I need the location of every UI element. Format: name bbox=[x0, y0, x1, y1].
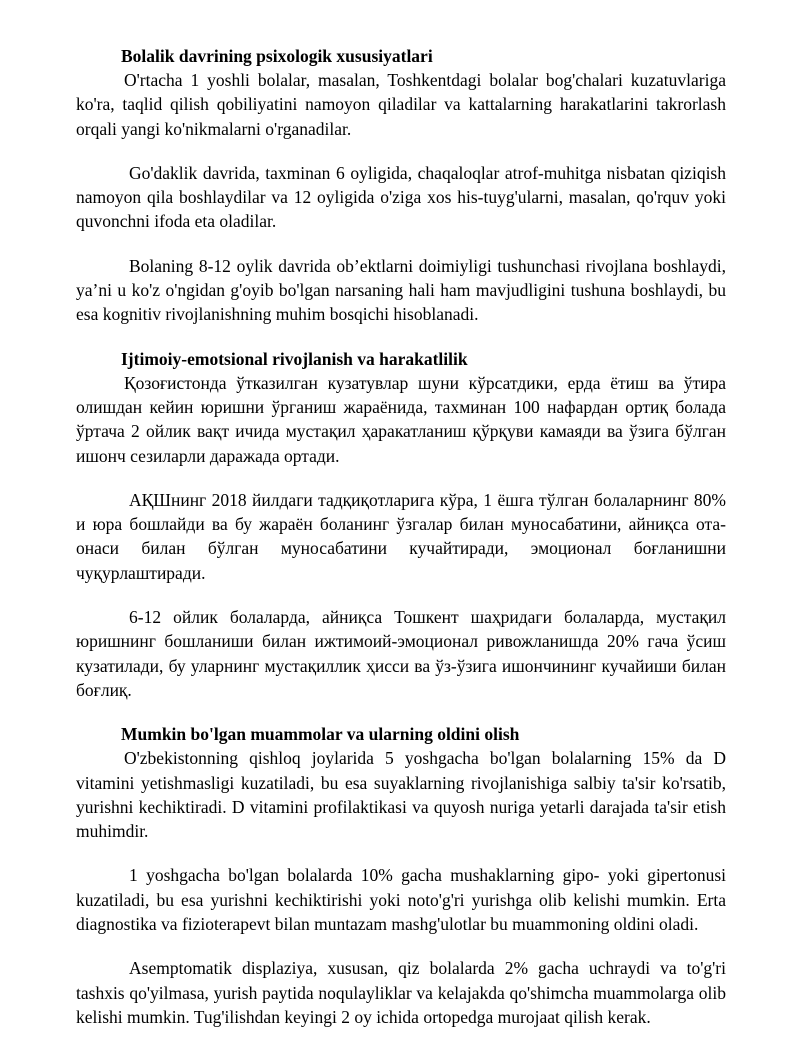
section-social-emotional bbox=[76, 347, 726, 703]
paragraph: O'rtacha 1 yoshli bolalar, masalan, Toshkentdagi bolalar bog'chalari kuzatuvlariga ko'ra, taqlid qilish qobiliyatini namoyon qiladilar va kattalarning harakatlarini takrorlash orqali yangi ko'nikmalarni o'rganadilar. bbox=[76, 70, 726, 139]
paragraph: Go'daklik davrida, taxminan 6 oyligida, chaqaloqlar atrof-muhitga nisbatan qiziqish namoyon qila boshlaydilar va 12 oyligida o'ziga xos his-tuyg'ularni, masalan, qo'rquv yoki quvonchni ifoda eta oladilar. bbox=[76, 162, 726, 232]
section-heading: Bolalik davrining psixologik xususiyatlari bbox=[121, 46, 433, 66]
paragraph: 1 yoshgacha bo'lgan bolalarda 10% gacha mushaklarning gipo- yoki gipertonusi kuzatiladi, bu esa yurishni kechiktirishi yoki noto'g'ri yurishga olib kelishi mumkin. Erta diagnostika va fizioterapevt bilan muntazam mashg'ulotlar bu muammoning oldini oladi. bbox=[76, 865, 726, 935]
section-problems-prevention bbox=[76, 722, 726, 1029]
paragraph: O'zbekistonning qishloq joylarida 5 yoshgacha bo'lgan bolalarning 15% da D vitamini yetishmasligi kuzatiladi, bu esa suyaklarning rivojlanishiga salbiy ta'sir ko'rsatib, yurishni kechiktiradi. D vitamini profilaktikasi va quyosh nuriga yetarli darajada ta'sir etish muhimdir. bbox=[76, 748, 726, 842]
document-page bbox=[76, 40, 726, 1049]
section-child-psychology bbox=[76, 44, 726, 327]
paragraph: Bolaning 8-12 oylik davrida ob’ektlarni doimiyligi tushunchasi rivojlana boshlaydi, ya’ni u ko'z o'ngidan g'oyib bo'lgan narsaning hali ham mavjudligini tushuna boshlaydi, bu esa kognitiv rivojlanishning muhim bosqichi hisoblanadi. bbox=[76, 255, 726, 325]
section-heading: Ijtimoiy-emotsional rivojlanish va harakatlilik bbox=[121, 348, 468, 369]
paragraph: 6-12 ойлик болаларда, айниқса Тошкент шаҳридаги болаларда, мустақил юришнинг бошланиши билан ижтимоий-эмоционал ривожланишда 20% гача ўсиш кузатилади, бу уларнинг мустақиллик ҳисси ва ўз-ўзига ишончининг кучайиши билан боғлиқ. bbox=[76, 607, 726, 700]
paragraph: Asemptomatik displaziya, xususan, qiz bolalarda 2% gacha uchraydi va to'g'ri tashxis qo'yilmasa, yurish paytida noqulayliklar va kelajakda qo'shimcha muammolarga olib kelishi mumkin. Tug'ilishdan keyingi 2 oy ichida ortopedga murojaat qilish kerak. bbox=[76, 958, 726, 1027]
section-heading: Mumkin bo'lgan muammolar va ularning oldini olish bbox=[121, 724, 520, 745]
paragraph: АҚШнинг 2018 йилдаги тадқиқотларига кўра, 1 ёшга тўлган болаларнинг 80% и юра бошлайди ва бу жараён боланинг ўзгалар билан муносабатини, айниқса ота-онаси билан бўлган муносабатини кучайтиради, эмоционал боғланишни чуқурлаштиради. bbox=[76, 489, 726, 583]
paragraph: Қозоғистонда ўтказилган кузатувлар шуни кўрсатдики, ерда ётиш ва ўтира олишдан кейин юришни ўрганиш жараёнида, тахминан 100 нафардан ортиқ болада ўртача 2 ойлик вақт ичида мустақил ҳаракатланиш қўрқуви камаяди ва ўзига бўлган ишонч сезиларли даражада ортади. bbox=[76, 372, 726, 466]
